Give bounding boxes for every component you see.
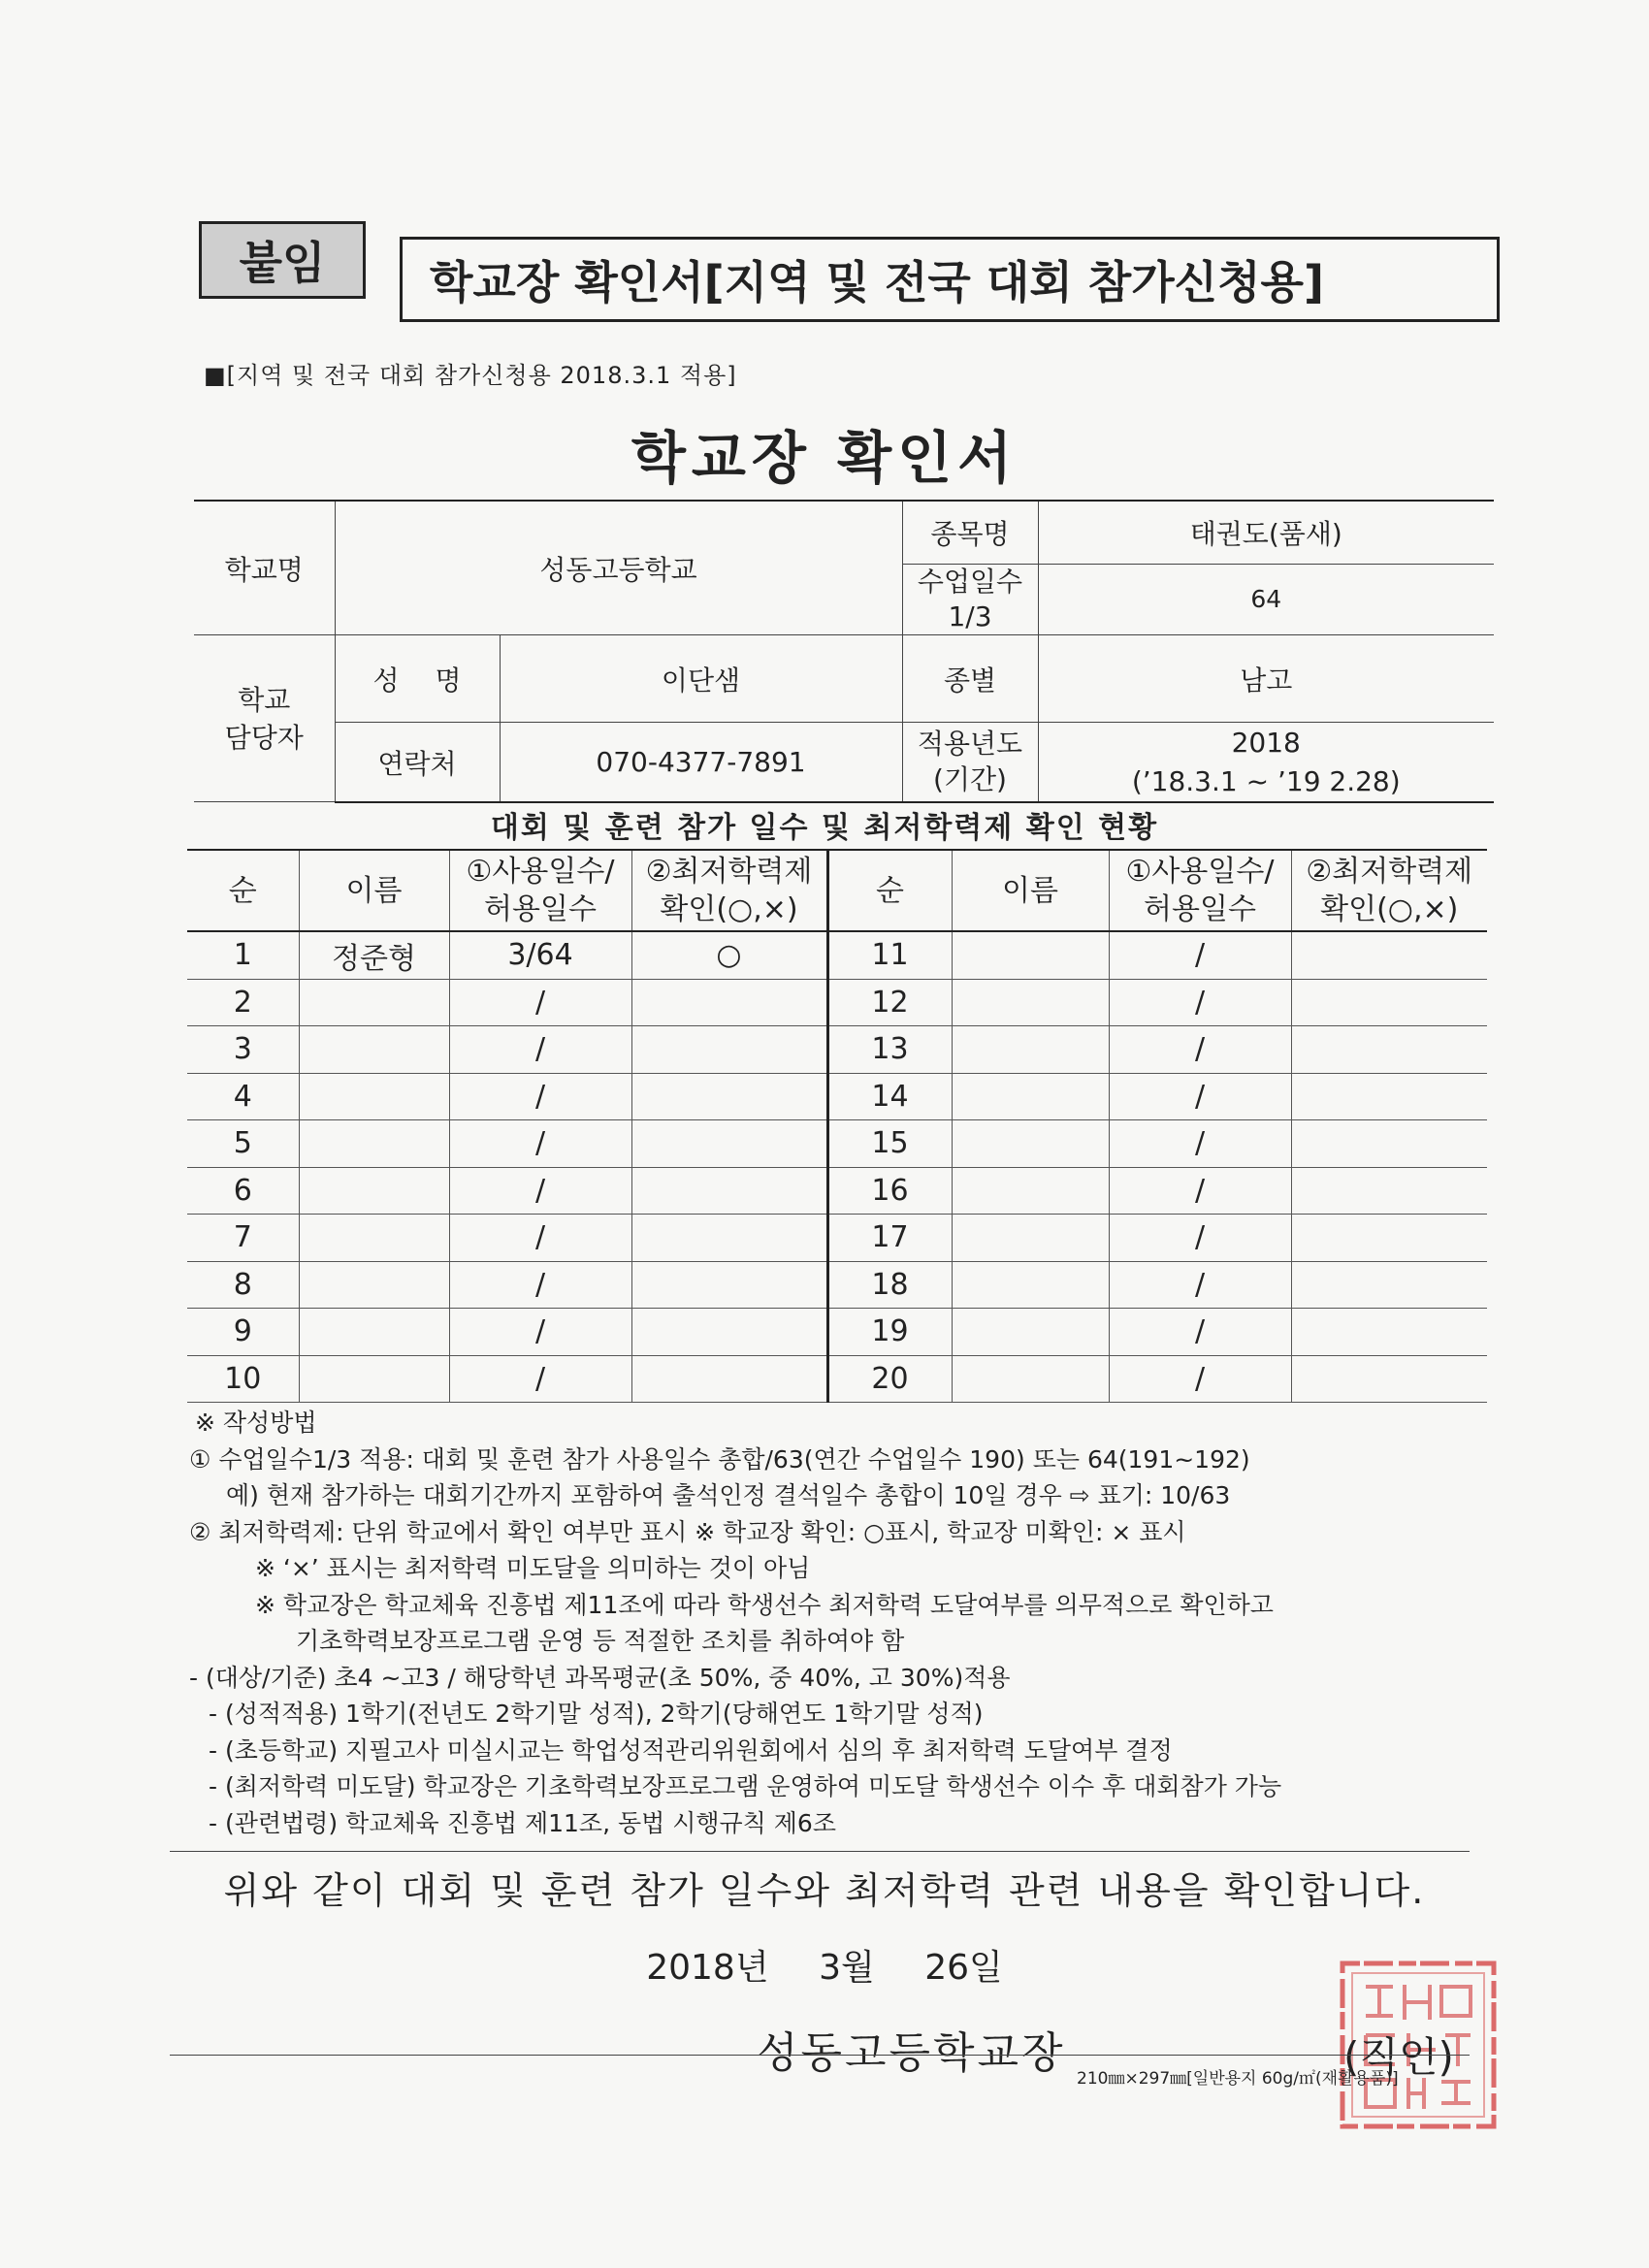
year-value: 2018 — [1231, 727, 1301, 760]
row-name-left — [299, 1073, 449, 1120]
days-label: 수업일수 1/3 — [902, 564, 1038, 635]
row-name-left — [299, 1355, 449, 1403]
row-check-right — [1291, 1309, 1487, 1356]
row-no-right: 18 — [827, 1261, 952, 1309]
row-check-right — [1291, 1355, 1487, 1403]
note-1b: 예) 현재 참가하는 대회기간까지 포함하여 출석인정 결석일수 총합이 10일 경우 ⇨ 표기: 10/63 — [226, 1481, 1231, 1509]
row-check-left — [631, 1073, 827, 1120]
school-value: 성동고등학교 — [335, 501, 902, 635]
divider-bottom — [170, 2055, 1470, 2056]
date-year: 2018년 — [646, 1948, 769, 1988]
row-name-left — [299, 1026, 449, 1074]
row-no-right: 12 — [827, 979, 952, 1026]
seal-label: (직인) — [1343, 2033, 1454, 2081]
notes-heading: ※ 작성방법 — [195, 1409, 317, 1437]
table-row — [187, 1167, 1487, 1215]
form-title: 학교장 확인서[지역 및 전국 대회 참가신청용] — [400, 237, 1500, 322]
row-name-left — [299, 1167, 449, 1215]
row-name-right — [952, 1120, 1109, 1168]
row-days-right: / — [1109, 1261, 1291, 1309]
header-no-right: 순 — [827, 850, 952, 931]
row-check-right — [1291, 1073, 1487, 1120]
row-days-right: / — [1109, 1026, 1291, 1074]
row-name-right — [952, 1167, 1109, 1215]
contact-label: 연락처 — [335, 723, 500, 802]
header-no-left: 순 — [187, 850, 299, 931]
table-row — [187, 1309, 1487, 1356]
row-name-right — [952, 1309, 1109, 1356]
row-check-right — [1291, 1167, 1487, 1215]
row-check-left — [631, 1355, 827, 1403]
participation-table — [187, 849, 1487, 1403]
row-no-right: 15 — [827, 1120, 952, 1168]
row-no-left: 8 — [187, 1261, 299, 1309]
row-no-right: 11 — [827, 931, 952, 979]
row-check-right — [1291, 931, 1487, 979]
row-days-left: / — [449, 1215, 631, 1262]
row-days-left: / — [449, 1073, 631, 1120]
table-row — [187, 1120, 1487, 1168]
row-no-left: 5 — [187, 1120, 299, 1168]
row-name-left — [299, 1215, 449, 1262]
row-check-left — [631, 1309, 827, 1356]
row-no-left: 7 — [187, 1215, 299, 1262]
row-days-left: / — [449, 1261, 631, 1309]
divider-top — [170, 1851, 1470, 1852]
row-no-right: 14 — [827, 1073, 952, 1120]
row-name-right — [952, 1355, 1109, 1403]
row-check-left — [631, 1261, 827, 1309]
row-check-right — [1291, 979, 1487, 1026]
note-dash-2: - (성적적용) 1학기(전년도 2학기말 성적), 2학기(당해연도 1학기말 성적) — [209, 1700, 984, 1728]
row-days-right: / — [1109, 931, 1291, 979]
name-label: 성 명 — [335, 635, 500, 723]
table-row — [187, 1215, 1487, 1262]
principal-name: 성동고등학교장 — [757, 2028, 1066, 2078]
row-no-left: 4 — [187, 1073, 299, 1120]
row-name-right — [952, 931, 1109, 979]
row-check-left: ○ — [631, 931, 827, 979]
row-no-left: 9 — [187, 1309, 299, 1356]
row-days-left: 3/64 — [449, 931, 631, 979]
confirmation-text: 위와 같이 대회 및 훈련 참가 일수와 최저학력 관련 내용을 확인합니다. — [223, 1869, 1426, 1912]
table-row — [187, 931, 1487, 979]
instructions — [189, 1405, 1494, 1841]
row-days-right: / — [1109, 1167, 1291, 1215]
header-check-left: ②최저학력제 확인(○,×) — [631, 850, 827, 931]
note-dash-4: - (최저학력 미도달) 학교장은 기초학력보장프로그램 운영하여 미도달 학생선수 이수 후 대회참가 가능 — [209, 1772, 1282, 1800]
note-3: ※ ‘×’ 표시는 최저학력 미도달을 의미하는 것이 아님 — [255, 1554, 811, 1582]
row-check-right — [1291, 1026, 1487, 1074]
row-check-left — [631, 1167, 827, 1215]
table-row — [187, 979, 1487, 1026]
row-name-right — [952, 1215, 1109, 1262]
date-day: 26일 — [924, 1948, 1003, 1988]
note-4a: ※ 학교장은 학교체육 진흥법 제11조에 따라 학생선수 최저학력 도달여부를 의무적으로 확인하고 — [255, 1590, 1274, 1619]
row-name-right — [952, 1026, 1109, 1074]
row-name-left — [299, 979, 449, 1026]
row-check-left — [631, 1215, 827, 1262]
row-days-right: / — [1109, 1309, 1291, 1356]
row-name-right — [952, 1073, 1109, 1120]
year-cell — [1038, 723, 1494, 802]
row-days-right: / — [1109, 1120, 1291, 1168]
school-label: 학교명 — [194, 501, 335, 635]
header-name-left: 이름 — [299, 850, 449, 931]
header-days-right: ①사용일수/ 허용일수 — [1109, 850, 1291, 931]
row-no-left: 6 — [187, 1167, 299, 1215]
note-dash-5: - (관련법령) 학교체육 진흥법 제11조, 동법 시행규칙 제6조 — [209, 1808, 836, 1837]
table-row — [187, 1261, 1487, 1309]
date-month: 3월 — [819, 1948, 875, 1988]
row-days-right: / — [1109, 1215, 1291, 1262]
row-days-left: / — [449, 1026, 631, 1074]
name-value: 이단샘 — [500, 635, 902, 723]
row-days-right: / — [1109, 1073, 1291, 1120]
paper-spec: 210㎜×297㎜[일반용지 60g/㎡(재활용품)] — [1077, 2069, 1399, 2089]
category-label: 종별 — [902, 635, 1038, 723]
table-row — [187, 1073, 1487, 1120]
row-no-left: 10 — [187, 1355, 299, 1403]
form-subnote: ■[지역 및 전국 대회 참가신청용 2018.3.1 적용] — [204, 362, 737, 389]
row-name-left — [299, 1309, 449, 1356]
row-days-left: / — [449, 1167, 631, 1215]
manager-label: 학교 담당자 — [194, 635, 335, 802]
header-days-left: ①사용일수/ 허용일수 — [449, 850, 631, 931]
event-label: 종목명 — [902, 501, 1038, 564]
row-days-left: / — [449, 1355, 631, 1403]
row-name-left — [299, 1261, 449, 1309]
row-days-left: / — [449, 979, 631, 1026]
row-days-right: / — [1109, 1355, 1291, 1403]
row-check-right — [1291, 1215, 1487, 1262]
row-check-left — [631, 1026, 827, 1074]
period-value: (’18.3.1 ~ ’19 2.28) — [1131, 764, 1401, 797]
row-no-left: 1 — [187, 931, 299, 979]
note-dash-3: - (초등학교) 지필고사 미실시교는 학업성적관리위원회에서 심의 후 최저학력 도달여부 결정 — [209, 1735, 1173, 1765]
info-table — [194, 500, 1494, 803]
section-title: 대회 및 훈련 참가 일수 및 최저학력제 확인 현황 — [490, 811, 1159, 845]
row-no-right: 16 — [827, 1167, 952, 1215]
row-check-right — [1291, 1120, 1487, 1168]
row-check-left — [631, 979, 827, 1026]
table-row — [187, 1355, 1487, 1403]
note-1a: ① 수업일수1/3 적용: 대회 및 훈련 참가 사용일수 총합/63(연간 수업일수 190) 또는 64(191~192) — [189, 1444, 1250, 1474]
row-check-right — [1291, 1261, 1487, 1309]
event-value: 태권도(품새) — [1038, 501, 1494, 564]
table-row — [187, 1026, 1487, 1074]
row-no-left: 2 — [187, 979, 299, 1026]
attachment-tag: 붙임 — [199, 221, 366, 299]
contact-value: 070-4377-7891 — [500, 723, 902, 802]
header-name-right: 이름 — [952, 850, 1109, 931]
days-value: 64 — [1038, 564, 1494, 635]
note-dash-1: - (대상/기준) 초4 ~고3 / 해당학년 과목평균(초 50%, 중 40%, 고 30%)적용 — [189, 1663, 1011, 1692]
note-4b: 기초학력보장프로그램 운영 등 적절한 조치를 취하여야 함 — [296, 1627, 905, 1655]
year-label: 적용년도 (기간) — [902, 723, 1038, 802]
main-title: 학교장 확인서 — [630, 425, 1018, 491]
note-2: ② 최저학력제: 단위 학교에서 확인 여부만 표시 ※ 학교장 확인: ○표시, 학교장 미확인: × 표시 — [189, 1517, 1186, 1546]
row-no-right: 19 — [827, 1309, 952, 1356]
row-name-left — [299, 1120, 449, 1168]
row-no-left: 3 — [187, 1026, 299, 1074]
row-name-left: 정준형 — [299, 931, 449, 979]
row-no-right: 13 — [827, 1026, 952, 1074]
header-check-right: ②최저학력제 확인(○,×) — [1291, 850, 1487, 931]
row-name-right — [952, 979, 1109, 1026]
row-check-left — [631, 1120, 827, 1168]
row-no-right: 17 — [827, 1215, 952, 1262]
row-days-left: / — [449, 1120, 631, 1168]
category-value: 남고 — [1038, 635, 1494, 723]
row-days-right: / — [1109, 979, 1291, 1026]
row-days-left: / — [449, 1309, 631, 1356]
row-no-right: 20 — [827, 1355, 952, 1403]
row-name-right — [952, 1261, 1109, 1309]
